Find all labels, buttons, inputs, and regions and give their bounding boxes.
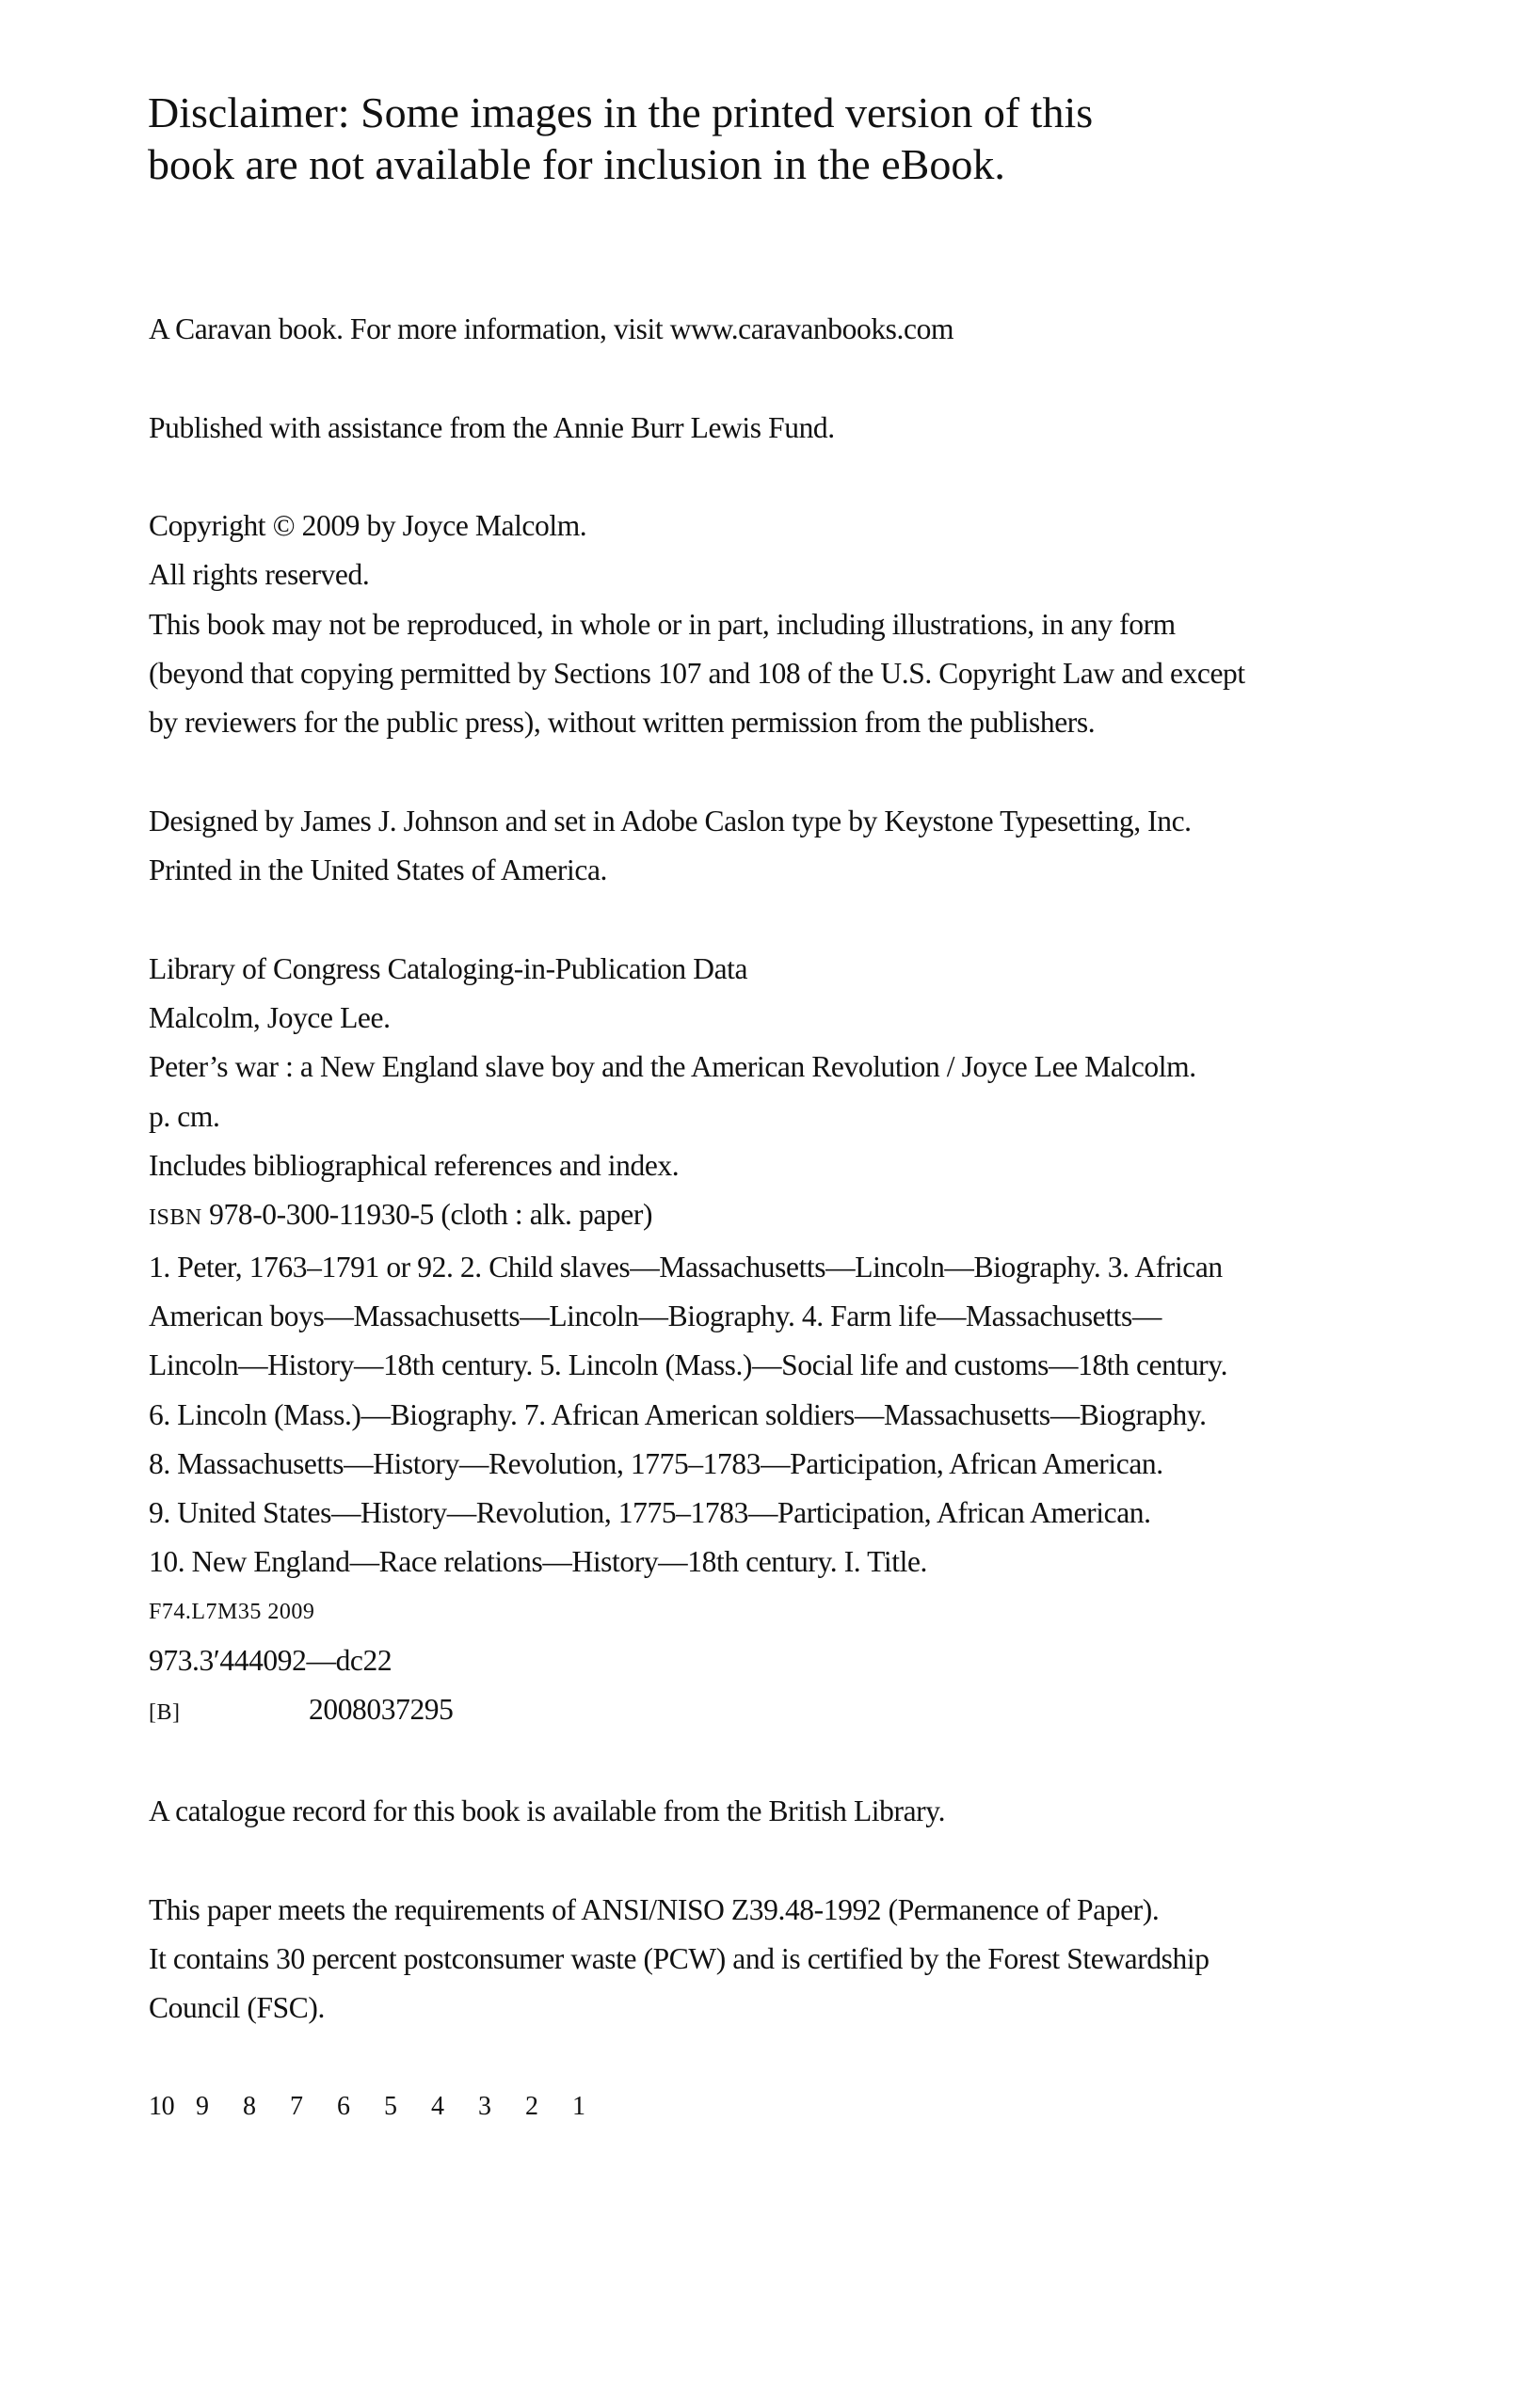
copyright-line: Copyright © 2009 by Joyce Malcolm.: [149, 509, 587, 543]
caravan-line: A Caravan book. For more information, visit www.caravanbooks.com: [149, 312, 954, 345]
printing-number: 1: [572, 2091, 585, 2121]
subject-line: 10. New England—Race relations—History—18th century. I. Title.: [149, 1545, 928, 1579]
design-line: Designed by James J. Johnson and set in Adobe Caslon type by Keystone Typesetting, Inc.: [149, 804, 1192, 837]
copyright-line: All rights reserved.: [149, 558, 370, 592]
cip-line: Malcolm, Joyce Lee.: [149, 1001, 391, 1035]
subject-line: 1. Peter, 1763–1791 or 92. 2. Child slaves—Massachusetts—Lincoln—Biography. 3. African: [149, 1250, 1223, 1284]
design-line: Printed in the United States of America.: [149, 853, 608, 887]
assistance-note: [149, 404, 1485, 453]
caravan-note: [149, 305, 1485, 354]
printing-number: 10: [149, 2091, 175, 2121]
subject-line: 6. Lincoln (Mass.)—Biography. 7. African American soldiers—Massachusetts—Biography.: [149, 1397, 1207, 1431]
cip-line: Includes bibliographical references and index.: [149, 1149, 680, 1183]
cip-line: Peter’s war : a New England slave boy and the American Revolution / Joyce Lee Malcolm.: [149, 1050, 1196, 1084]
dewey-class: 973.3′444092—dc22: [149, 1644, 393, 1678]
printing-number: 3: [478, 2091, 491, 2121]
copyright-line: (beyond that copying permitted by Sections 107 and 108 of the U.S. Copyright Law and except: [149, 657, 1245, 691]
printing-number: 2: [525, 2091, 538, 2121]
disclaimer: [148, 87, 1466, 190]
isbn-value: 978-0-300-11930-5 (cloth : alk. paper): [209, 1198, 653, 1232]
printing-number: 4: [431, 2091, 444, 2121]
cip-line: Library of Congress Cataloging-in-Publication Data: [149, 951, 748, 985]
printing-number: 7: [290, 2091, 303, 2121]
paper-block: [149, 1886, 1485, 2033]
design-block: [149, 797, 1485, 896]
printing-number: 8: [243, 2091, 256, 2121]
isbn-label: ISBN: [149, 1205, 202, 1231]
printing-number: 6: [337, 2091, 350, 2121]
subject-line: Lincoln—History—18th century. 5. Lincoln (Mass.)—Social life and customs—18th century.: [149, 1348, 1228, 1382]
subject-line: American boys—Massachusetts—Lincoln—Biography. 4. Farm life—Massachusetts—: [149, 1299, 1162, 1332]
lccn-number: 2008037295: [309, 1693, 454, 1727]
lc-class: F74.L7M35 2009: [149, 1599, 315, 1624]
subject-line: 8. Massachusetts—History—Revolution, 1775–1783—Participation, African American.: [149, 1446, 1163, 1480]
copyright-block: [149, 502, 1485, 747]
copyright-line: by reviewers for the public press), without written permission from the publishers.: [149, 706, 1096, 740]
isbn-line: [149, 1190, 1485, 1242]
disclaimer-line: Disclaimer: Some images in the printed version of this: [148, 88, 1094, 136]
cip-line: p. cm.: [149, 1099, 220, 1133]
printing-number: 9: [196, 2091, 209, 2121]
paper-line: Council (FSC).: [149, 1991, 325, 2025]
disclaimer-line: book are not available for inclusion in the eBook.: [148, 140, 1005, 188]
british-library-note: [149, 1787, 1485, 1836]
paper-line: It contains 30 percent postconsumer waste (PCW) and is certified by the Forest Stewardship: [149, 1941, 1210, 1975]
printing-line: [149, 2082, 1485, 2131]
biography-label: [B]: [149, 1700, 181, 1726]
lccn-line: [149, 1685, 1485, 1737]
printing-number: 5: [384, 2091, 397, 2121]
assistance-line: Published with assistance from the Annie Burr Lewis Fund.: [149, 410, 835, 444]
paper-line: This paper meets the requirements of ANSI/NISO Z39.48-1992 (Permanence of Paper).: [149, 1892, 1160, 1926]
cip-block: [149, 945, 1485, 1738]
subject-line: 9. United States—History—Revolution, 1775–1783—Participation, African American.: [149, 1496, 1151, 1530]
copyright-line: This book may not be reproduced, in whole or in part, including illustrations, in any form: [149, 607, 1176, 641]
copyright-page-body: [149, 305, 1485, 2131]
british-library-line: A catalogue record for this book is available from the British Library.: [149, 1794, 946, 1827]
